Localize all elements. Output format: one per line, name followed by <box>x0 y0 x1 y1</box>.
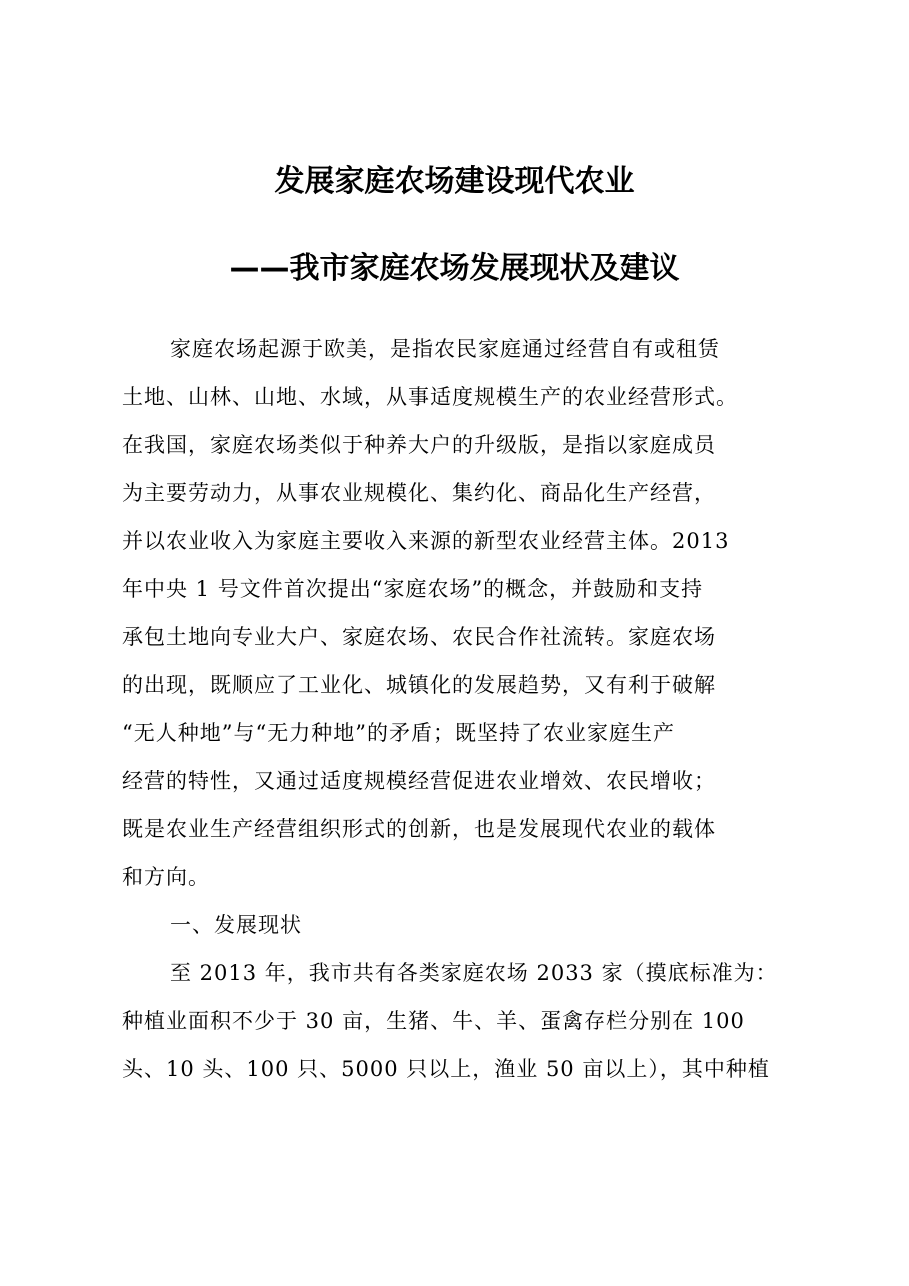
section-heading: 一、发展现状 <box>170 913 302 937</box>
paragraph-line: 在我国，家庭农场类似于种养大户的升级版，是指以家庭成员 <box>122 433 716 457</box>
document-title: 发展家庭农场建设现代农业 <box>274 164 635 199</box>
paragraph-line: 的出现，既顺应了工业化、城镇化的发展趋势，又有利于破解 <box>122 673 716 697</box>
paragraph-line: 至 2013 年，我市共有各类家庭农场 2033 家（摸底标准为： <box>170 961 778 985</box>
paragraph-line: 年中央 1 号文件首次提出“家庭农场”的概念，并鼓励和支持 <box>122 577 704 601</box>
paragraph-line: 为主要劳动力，从事农业规模化、集约化、商品化生产经营， <box>122 481 716 505</box>
paragraph-line: 家庭农场起源于欧美，是指农民家庭通过经营自有或租赁 <box>170 337 720 361</box>
paragraph-line: “无人种地”与“无力种地”的矛盾；既坚持了农业家庭生产 <box>122 721 675 745</box>
document-subtitle: ——我市家庭农场发展现状及建议 <box>229 251 680 286</box>
paragraph-line: 承包土地向专业大户、家庭农场、农民合作社流转。家庭农场 <box>122 625 716 649</box>
paragraph-line: 和方向。 <box>122 865 210 889</box>
paragraph-line: 土地、山林、山地、水域，从事适度规模生产的农业经营形式。 <box>122 385 738 409</box>
paragraph-line: 种植业面积不少于 30 亩，生猪、牛、羊、蛋禽存栏分别在 100 <box>122 1009 745 1033</box>
paragraph-line: 并以农业收入为家庭主要收入来源的新型农业经营主体。2013 <box>122 529 730 553</box>
paragraph-line: 头、10 头、100 只、5000 只以上，渔业 50 亩以上），其中种植 <box>122 1057 770 1081</box>
paragraph-line: 经营的特性，又通过适度规模经营促进农业增效、农民增收； <box>122 769 716 793</box>
paragraph-line: 既是农业生产经营组织形式的创新，也是发展现代农业的载体 <box>122 817 716 841</box>
